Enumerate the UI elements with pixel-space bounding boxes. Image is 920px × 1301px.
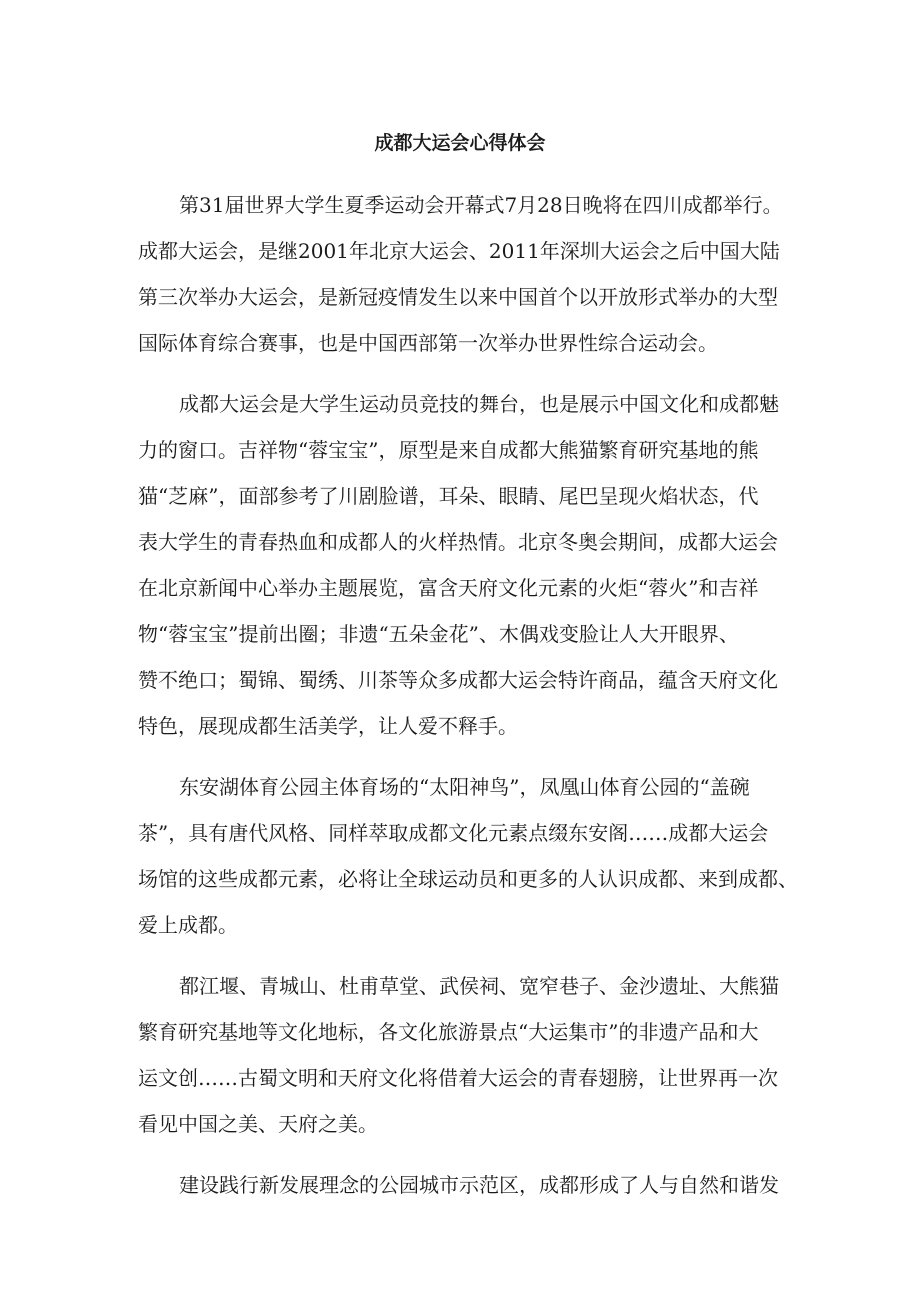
document-body [138,182,798,1208]
paragraph-line: 场馆的这些成都元素，必将让全球运动员和更多的人认识成都、来到成都、 [138,867,798,891]
paragraph-line: 物“蓉宝宝”提前出圈；非遗“五朵金花”、木偶戏变脸让人大开眼界、 [138,622,739,646]
paragraph [138,182,786,366]
paragraph-line: 在北京新闻中心举办主题展览，富含天府文化元素的火炬“蓉火”和吉祥 [138,576,759,600]
paragraph [138,381,786,749]
document-title: 成都大运会心得体会 [374,132,546,154]
paragraph-line: 特色，展现成都生活美学，让人爱不释手。 [138,714,518,738]
paragraph-line: 繁育研究基地等文化地标，各文化旅游景点“大运集市”的非遗产品和大 [138,1020,759,1044]
paragraph-line: 成都大运会是大学生运动员竞技的舞台，也是展示中国文化和成都魅 [179,392,779,416]
paragraph [138,764,798,948]
paragraph [138,1162,786,1208]
paragraph-line: 第31届世界大学生夏季运动会开幕式7月28日晚将在四川成都举行。 [179,193,783,217]
paragraph-line: 表大学生的青春热血和成都人的火样热情。北京冬奥会期间，成都大运会 [138,530,778,554]
paragraph-line: 茶”，具有唐代风格、同样萃取成都文化元素点缀东安阁……成都大运会 [138,821,769,845]
paragraph-line: 建设践行新发展理念的公园城市示范区，成都形成了人与自然和谐发 [179,1173,779,1197]
paragraph-line: 力的窗口。吉祥物“蓉宝宝”，原型是来自成都大熊猫繁育研究基地的熊 [138,438,759,462]
paragraph-line: 爱上成都。 [138,913,238,937]
paragraph-line: 看见中国之美、天府之美。 [138,1112,378,1136]
paragraph [138,963,786,1147]
paragraph-line: 东安湖体育公园主体育场的“太阳神鸟”，凤凰山体育公园的“盖碗 [179,775,750,799]
paragraph-line: 国际体育综合赛事，也是中国西部第一次举办世界性综合运动会。 [138,331,718,355]
paragraph-line: 成都大运会，是继2001年北京大运会、2011年深圳大运会之后中国大陆 [138,239,780,263]
paragraph-line: 都江堰、青城山、杜甫草堂、武侯祠、宽窄巷子、金沙遗址、大熊猫 [179,974,779,998]
paragraph-line: 第三次举办大运会，是新冠疫情发生以来中国首个以开放形式举办的大型 [138,285,778,309]
paragraph-line: 赞不绝口；蜀锦、蜀绣、川茶等众多成都大运会特许商品，蕴含天府文化 [138,668,778,692]
paragraph-line: 运文创……古蜀文明和天府文化将借着大运会的青春翅膀，让世界再一次 [138,1066,778,1090]
paragraph-line: 猫“芝麻”，面部参考了川剧脸谱，耳朵、眼睛、尾巴呈现火焰状态，代 [138,484,759,508]
